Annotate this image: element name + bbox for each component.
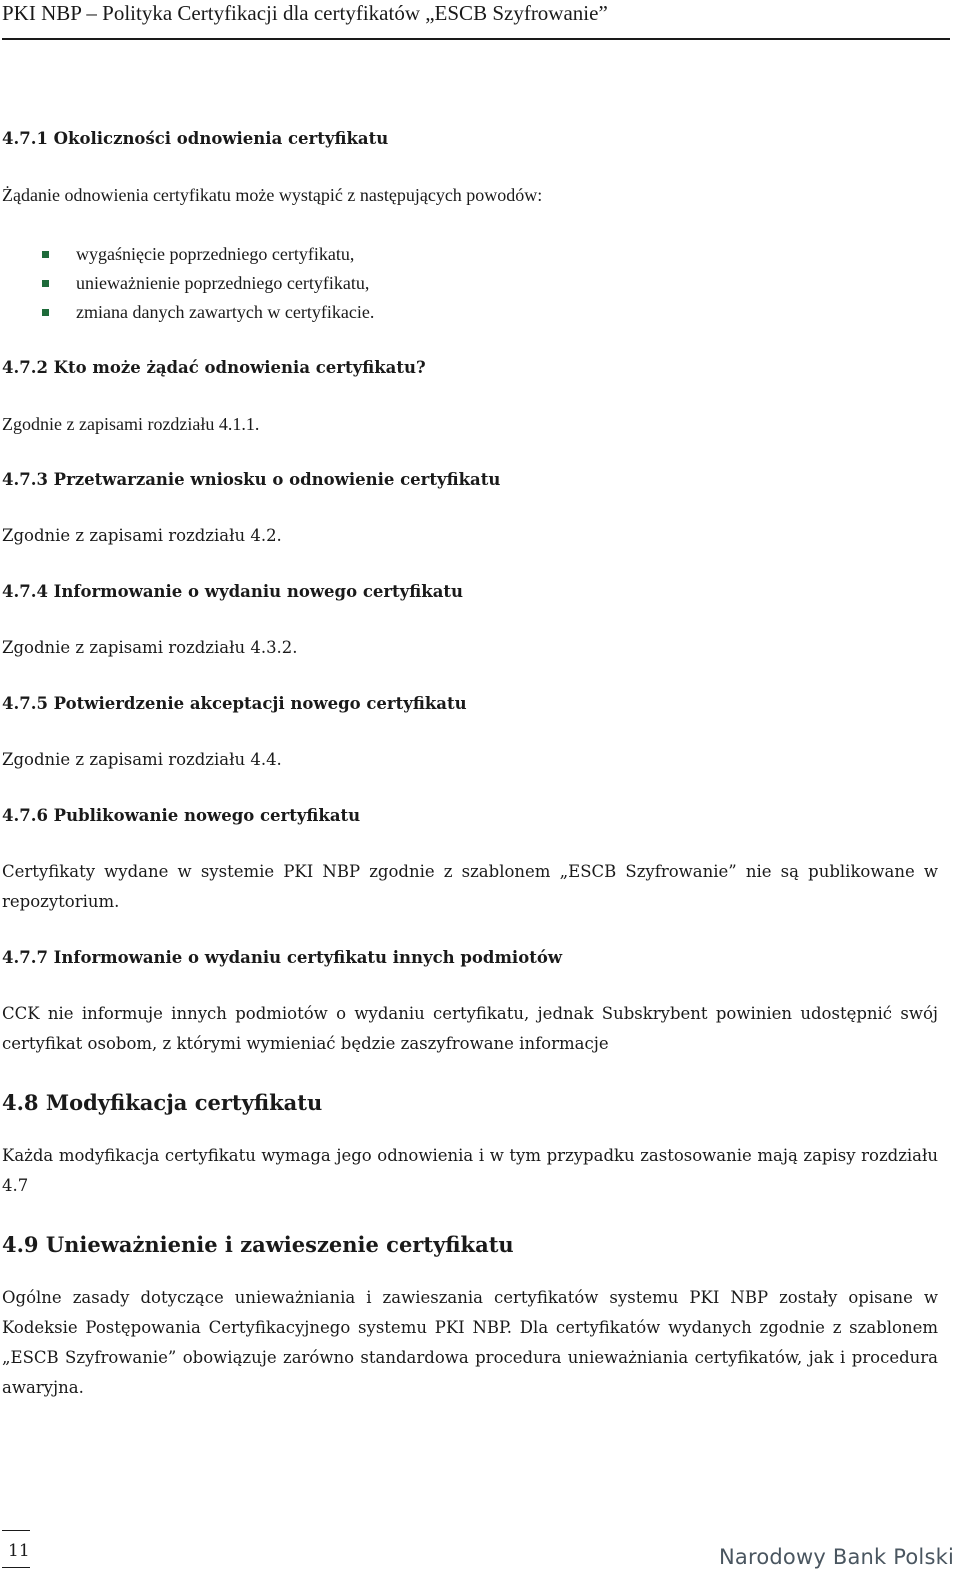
section-heading-4-7-4: 4.7.4 Informowanie o wydaniu nowego certyfikatu	[2, 582, 464, 601]
section-heading-4-7-7: 4.7.7 Informowanie o wydaniu certyfikatu innych podmiotów	[2, 948, 563, 967]
section-text-4-8: Każda modyfikacja certyfikatu wymaga jego odnowienia i w tym przypadku zastosowanie mają zapisy rozdziału 4.7	[2, 1146, 938, 1195]
nbp-logo: Narodowy Bank Polski	[718, 1545, 954, 1569]
document-body	[2, 128, 938, 1433]
square-bullet-icon	[42, 309, 49, 316]
section-text-4-7-7: CCK nie informuje innych podmiotów o wydaniu certyfikatu, jednak Subskrybent powinien udostępnić swój certyfikat osobom, z którymi wymieniać będzie zaszyfrowane informacje	[2, 1004, 938, 1053]
list-item: wygaśnięcie poprzedniego certyfikatu,	[42, 240, 938, 269]
section-heading-4-7-5: 4.7.5 Potwierdzenie akceptacji nowego certyfikatu	[2, 694, 467, 713]
section-text-4-7-4: Zgodnie z zapisami rozdziału 4.3.2.	[2, 638, 298, 657]
list-item: unieważnienie poprzedniego certyfikatu,	[42, 269, 938, 298]
page-number-bottom-rule	[2, 1567, 30, 1568]
section-text-4-9: Ogólne zasady dotyczące unieważniania i zawieszania certyfikatów systemu PKI NBP zostały opisane w Kodeksie Postępowania Certyfikacyjnego systemu PKI NBP. Dla certyfikatów wydanych zgodnie z szablonem „ESCB Szyfrowanie” obowiązuje zarówno standardowa procedura unieważniania certyfikatów, jak i procedura awaryjna.	[2, 1288, 938, 1397]
list-item: zmiana danych zawartych w certyfikacie.	[42, 298, 938, 327]
section-text-4-7-5: Zgodnie z zapisami rozdziału 4.4.	[2, 750, 282, 769]
square-bullet-icon	[42, 280, 49, 287]
page-number: 11	[8, 1541, 30, 1561]
document-title: PKI NBP – Polityka Certyfikacji dla certyfikatów „ESCB Szyfrowanie”	[2, 1, 608, 25]
square-bullet-icon	[42, 251, 49, 258]
section-intro: Żądanie odnowienia certyfikatu może wystąpić z następujących powodów:	[2, 185, 543, 205]
section-heading-4-9: 4.9 Unieważnienie i zawieszenie certyfikatu	[2, 1232, 514, 1257]
section-text-4-7-2: Zgodnie z zapisami rozdziału 4.1.1.	[2, 414, 260, 434]
section-text-4-7-6: Certyfikaty wydane w systemie PKI NBP zgodnie z szablonem „ESCB Szyfrowanie” nie są publikowane w repozytorium.	[2, 862, 938, 911]
reason-list	[2, 240, 938, 327]
section-heading-4-7-6: 4.7.6 Publikowanie nowego certyfikatu	[2, 806, 361, 825]
section-heading-4-7-1: 4.7.1 Okoliczności odnowienia certyfikatu	[2, 129, 389, 148]
section-heading-4-8: 4.8 Modyfikacja certyfikatu	[2, 1090, 323, 1115]
section-heading-4-7-2: 4.7.2 Kto może żądać odnowienia certyfikatu?	[2, 358, 426, 377]
page-number-top-rule	[2, 1530, 30, 1531]
section-text-4-7-3: Zgodnie z zapisami rozdziału 4.2.	[2, 526, 282, 545]
running-header	[2, 0, 950, 40]
section-heading-4-7-3: 4.7.3 Przetwarzanie wniosku o odnowienie certyfikatu	[2, 470, 501, 489]
